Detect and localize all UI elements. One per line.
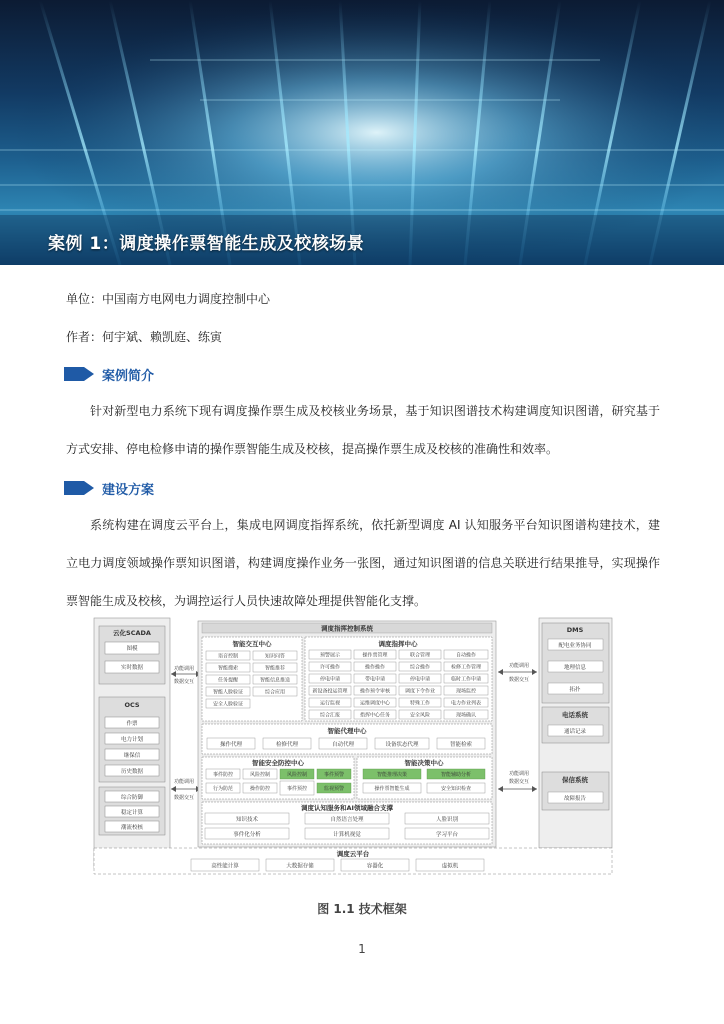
- decision-item: 安全知识检查: [440, 786, 472, 792]
- cloud-item: 虚拟机: [441, 863, 459, 870]
- interaction-item: 智能推荐: [264, 665, 286, 672]
- ai-item: 自然语言处理: [330, 817, 364, 823]
- page-number: 1: [358, 942, 366, 956]
- ai-title: 调度认知服务和AI领域融合支撑: [301, 804, 393, 812]
- command-item: 联合管理: [409, 652, 431, 659]
- agent-item: 设备状态代理: [385, 742, 419, 748]
- dms-item: 拓扑: [569, 687, 581, 693]
- interaction-item: 知识问答: [264, 653, 286, 660]
- interaction-item: 智能人脸验证: [212, 689, 244, 696]
- command-item: 操作票管理: [362, 652, 388, 659]
- command-item: 检修工作管理: [450, 664, 482, 671]
- decision-item: 操作票智能生成: [374, 786, 410, 792]
- agent-item: 自动代理: [331, 742, 355, 748]
- command-item: 许可操作: [319, 664, 341, 671]
- defense-item: 风险控制: [286, 772, 308, 778]
- decision-item: 智能辅助分析: [440, 772, 472, 778]
- defense-item: 监视预警: [323, 786, 345, 792]
- right-arrow-label: 功能调用: [509, 771, 530, 777]
- center-title: 调度指挥控制系统: [321, 624, 373, 633]
- command-item: 特殊工作: [409, 700, 431, 707]
- command-item: 新设备投运管理: [312, 688, 348, 695]
- chevron-arrow-icon: [64, 367, 94, 381]
- right-arrow-label: 功能调用: [509, 663, 530, 669]
- misc-item: 潮流校核: [120, 825, 144, 831]
- command-item: 停电申请: [409, 676, 431, 683]
- section-heading-text: 建设方案: [102, 482, 155, 498]
- dms-title: DMS: [566, 626, 584, 634]
- interaction-item: 安全人脸验证: [212, 701, 244, 708]
- banner-background-graphic: [0, 0, 724, 265]
- command-item: 现场监控: [455, 688, 477, 695]
- section-heading-plan: [64, 478, 154, 498]
- figure-caption: 图 1.1 技术框架: [317, 902, 407, 916]
- interaction-item: 语音控制: [217, 653, 239, 660]
- right-arrow-label: 数据交互: [509, 677, 530, 683]
- command-item: 停电申请: [319, 676, 341, 683]
- left-arrow-label: 数据交互: [174, 679, 195, 685]
- ocs-item: 继保信: [123, 753, 141, 759]
- command-item: 带电申请: [364, 676, 386, 683]
- command-item: 运行监视: [319, 700, 341, 707]
- command-item: 操作操作: [364, 664, 386, 671]
- command-item: 安全风险: [409, 712, 431, 719]
- command-item: 临时工作申请: [450, 676, 482, 683]
- right-arrow-label: 数据交互: [509, 779, 530, 785]
- chevron-arrow-icon: [64, 481, 94, 495]
- intro-paragraph: 针对新型电力系统下现有调度操作票生成及校核业务场景，基于知识图谱技术构建调度知识图谱，研究基于方式安排、停电检修申请的操作票智能生成及校核，提高操作票生成及校核的准确性和效率。: [66, 404, 660, 456]
- ai-item: 人脸识别: [435, 817, 459, 823]
- agent-item: 智能检索: [449, 742, 473, 748]
- misc-item: 综合防御: [120, 795, 144, 801]
- agent-item: 操作代理: [219, 742, 243, 748]
- ai-item: 知识技术: [235, 817, 259, 823]
- interaction-item: 综合应用: [264, 689, 286, 696]
- ai-item: 事件化分析: [233, 832, 261, 838]
- repair-item: 故障报告: [563, 796, 587, 802]
- defense-item: 行为防范: [212, 786, 234, 792]
- left-arrow-label: 数据交互: [174, 795, 195, 801]
- decision-item: 智能推理决策: [376, 772, 408, 778]
- interaction-item: 任务提醒: [217, 677, 239, 684]
- left-arrow-label: 功能调用: [174, 666, 195, 672]
- decision-title: 智能决策中心: [404, 759, 444, 767]
- plan-paragraph: 系统构建在调度云平台上，集成电网调度指挥系统，依托新型调度 AI 认知服务平台知识图谱构建技术，建立电力调度领域操作票知识图谱，构建调度操作业务一张图，通过知识图谱的信息关联进行结果推导，实现操作票智能生成及校核，为调控运行人员快速故障处理提供智能化支撑。: [66, 518, 660, 608]
- ai-item: 计算机视觉: [333, 832, 361, 838]
- command-item: 现场确认: [455, 712, 477, 719]
- command-item: 调度下令作业: [404, 688, 436, 695]
- header-banner: [0, 0, 724, 265]
- dms-item: 地理信息: [563, 665, 587, 671]
- interaction-item: 智能信息推送: [259, 677, 291, 684]
- defense-item: 风险控制: [249, 772, 271, 778]
- power-title: 电话系统: [562, 711, 588, 719]
- command-item: 综合操作: [409, 664, 431, 671]
- agent-item: 检修代理: [275, 742, 299, 748]
- authors-line: 作者：何宇斌、赖凯庭、练寅: [66, 330, 223, 344]
- repair-title: 保信系统: [562, 776, 588, 784]
- ai-item: 学习平台: [435, 832, 459, 838]
- dms-item: 配电业务协同: [558, 643, 592, 649]
- page-title: 案例 1：调度操作票智能生成及校核场景: [48, 234, 365, 254]
- section-heading-text: 案例简介: [102, 368, 155, 384]
- command-item: 指挥中心任务: [359, 712, 391, 719]
- section-heading-intro: [64, 364, 154, 384]
- ocs-item: 作票: [126, 721, 138, 727]
- power-item: 通话记录: [563, 729, 587, 735]
- ocs-item: 电力计划: [120, 737, 144, 743]
- command-item: 操作预令审核: [359, 688, 391, 695]
- cloud-item: 容器化: [366, 863, 384, 870]
- agent-title: 智能代理中心: [327, 727, 367, 735]
- ocs-title: OCS: [124, 701, 140, 709]
- defense-item: 事件预控: [286, 786, 308, 792]
- command-item: 运维调度中心: [359, 700, 391, 707]
- misc-item: 稳定计算: [120, 810, 144, 816]
- command-title: 调度指挥中心: [378, 640, 418, 648]
- command-item: 电力作业列表: [450, 700, 482, 707]
- defense-item: 事件防控: [212, 772, 234, 778]
- interaction-item: 智能搜索: [217, 665, 239, 672]
- framework-diagram: [93, 617, 613, 875]
- command-item: 综合汇报: [319, 712, 341, 719]
- ocs-item: 历史数据: [120, 769, 144, 775]
- cloud-item: 高性能计算: [211, 863, 239, 870]
- scada-item: 实时数据: [120, 665, 144, 671]
- interaction-title: 智能交互中心: [232, 640, 272, 648]
- unit-line: 单位：中国南方电网电力调度控制中心: [66, 292, 271, 306]
- scada-item: 图模: [126, 646, 138, 652]
- left-arrow-label: 功能调用: [174, 779, 195, 785]
- defense-item: 操作防控: [249, 786, 271, 792]
- scada-title: 云化SCADA: [113, 629, 151, 637]
- defense-title: 智能安全防控中心: [252, 759, 304, 767]
- cloud-item: 大数据存储: [286, 863, 314, 870]
- command-item: 预警展示: [319, 652, 341, 659]
- cloud-title: 调度云平台: [336, 850, 370, 858]
- command-item: 自动操作: [455, 652, 477, 659]
- technical-framework-figure: [93, 617, 613, 875]
- defense-item: 事件预警: [323, 772, 345, 778]
